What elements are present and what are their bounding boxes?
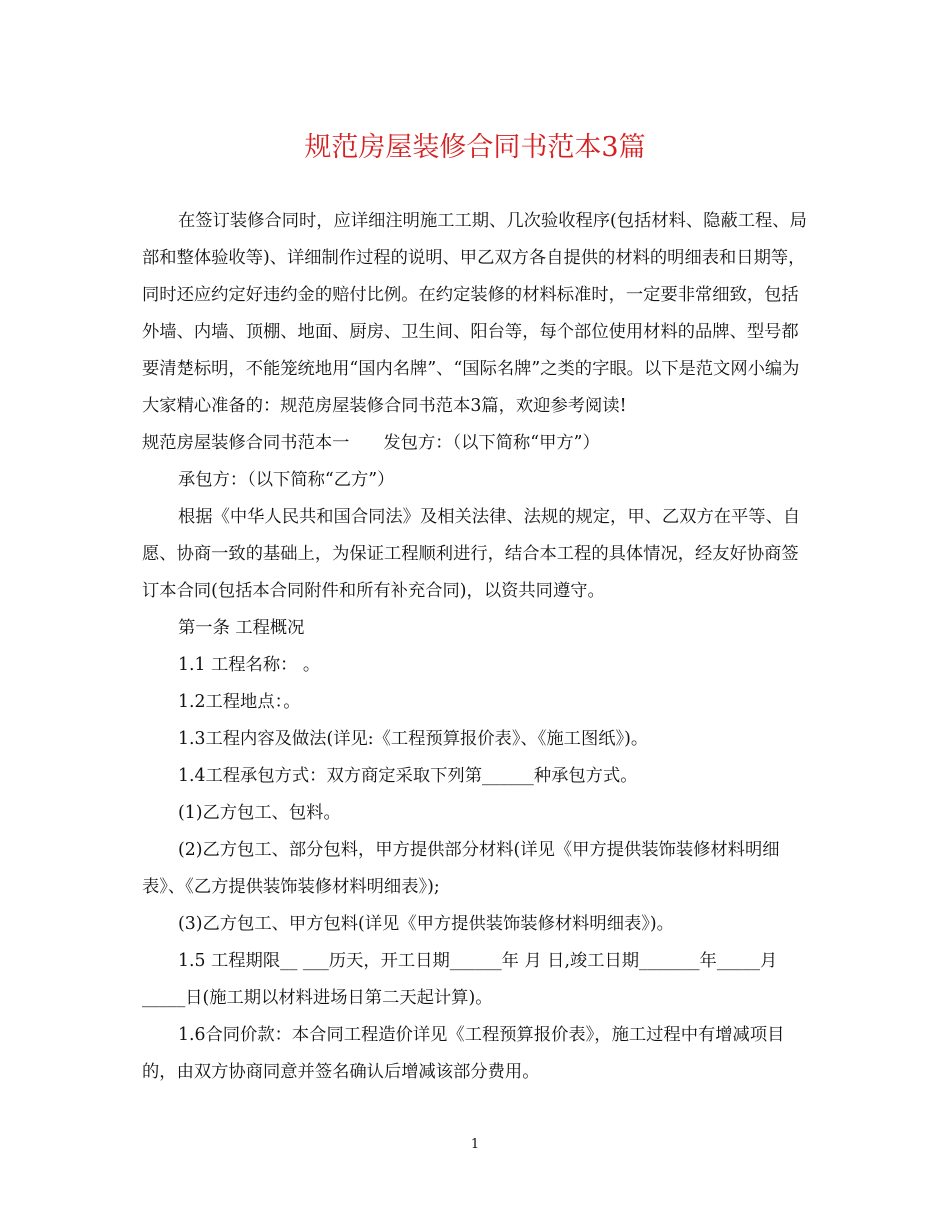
project-duration-item: 1.5 工程期限__ ___历天，开工日期______年 月 日,竣工日期_______年_____月_____日(施工期以材料进场日第二天起计算)。 xyxy=(142,951,778,1008)
party-a-line: 发包方：（以下简称“甲方”） xyxy=(383,433,600,453)
document-body xyxy=(142,203,812,1091)
intro-paragraph: 在签订装修合同时，应详细注明施工工期、几次验收程序(包括材料、隐蔽工程、局部和整体验收等)、详细制作过程的说明、甲乙双方各自提供的材料的明细表和日期等，同时还应约定好违约金的赔付比例。在约定装修的材料标准时，一定要非常细致，包括外墙、内墙、顶棚、地面、厨房、卫生间、阳台等，每个部位使用材料的品牌、型号都要清楚标明，不能笼统地用“国内名牌”、“国际名牌”之类的字眼。以下是范文网小编为大家精心准备的：规范房屋装修合同书范本3篇，欢迎参考阅读! xyxy=(142,211,807,416)
contracting-option-1: (1)乙方包工、包料。 xyxy=(178,803,341,823)
contract-price-item: 1.6合同价款：本合同工程造价详见《工程预算报价表》，施工过程中有增减项目的，由双方协商同意并签名确认后增减该部分费用。 xyxy=(142,1025,785,1082)
project-location-item: 1.2工程地点：。 xyxy=(178,692,301,712)
document-title: 规范房屋装修合同书范本3篇 xyxy=(304,132,646,163)
contracting-option-3: (3)乙方包工、甲方包料(详见《甲方提供装饰装修材料明细表》)。 xyxy=(178,914,674,934)
page-number: 1 xyxy=(470,1137,480,1152)
party-b-line: 承包方：（以下简称“乙方”） xyxy=(178,470,395,490)
project-content-item: 1.3工程内容及做法(详见:《工程预算报价表》、《施工图纸》)。 xyxy=(178,729,649,749)
article-heading: 第一条 工程概况 xyxy=(178,618,305,638)
project-name-item: 1.1 工程名称： 。 xyxy=(178,655,321,675)
section-title: 规范房屋装修合同书范本一 xyxy=(142,433,350,453)
contract-basis-paragraph: 根据《中华人民共和国合同法》及相关法律、法规的规定，甲、乙双方在平等、自愿、协商一致的基础上，为保证工程顺利进行，结合本工程的具体情况，经友好协商签订本合同(包括本合同附件和所有补充合同)，以资共同遵守。 xyxy=(142,507,801,601)
contracting-method-item: 1.4工程承包方式：双方商定采取下列第______种承包方式。 xyxy=(178,766,638,786)
section-heading-line xyxy=(142,425,812,462)
contracting-option-2: (2)乙方包工、部分包料，甲方提供部分材料(详见《甲方提供装饰装修材料明细表》、《乙方提供装饰装修材料明细表》); xyxy=(142,840,780,897)
